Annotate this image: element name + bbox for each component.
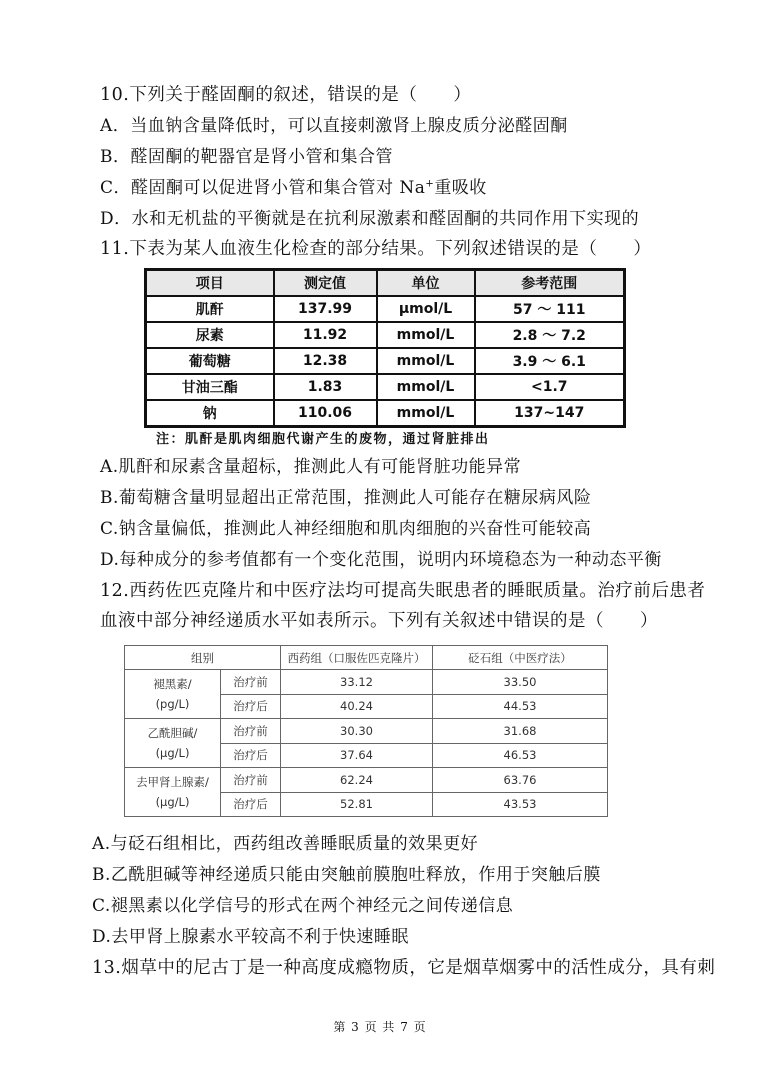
cell-range: 57 ～ 111 (475, 296, 625, 322)
cell-unit: mmol/L (377, 374, 475, 400)
cell-bianshi: 43.53 (433, 792, 608, 817)
table-row (125, 719, 608, 744)
cell-western: 62.24 (281, 768, 433, 793)
cell-bianshi: 46.53 (433, 743, 608, 768)
group-melatonin (125, 670, 221, 719)
na-superscript: + (425, 178, 435, 190)
cell-item: 甘油三酯 (146, 374, 274, 400)
cell-phase: 治疗后 (221, 792, 281, 817)
table-row (146, 322, 625, 348)
cell-item: 钠 (146, 400, 274, 427)
cell-western: 30.30 (281, 719, 433, 744)
header-group: 组别 (125, 646, 281, 670)
table-header-row (146, 270, 625, 297)
table-row (146, 296, 625, 322)
cell-western: 40.24 (281, 694, 433, 719)
table-row (146, 374, 625, 400)
cell-western: 52.81 (281, 792, 433, 817)
q12-option-a: A.与砭石组相比，西药组改善睡眠质量的效果更好 (92, 834, 479, 854)
q11-option-c: C.钠含量偏低，推测此人神经细胞和肌肉细胞的兴奋性可能较高 (100, 519, 592, 539)
cell-phase: 治疗后 (221, 694, 281, 719)
cell-bianshi: 33.50 (433, 670, 608, 695)
q10-option-b: B．醛固酮的靶器官是肾小管和集合管 (100, 147, 393, 167)
header-bianshi: 砭石组（中医疗法） (433, 646, 608, 670)
cell-phase: 治疗前 (221, 719, 281, 744)
blood-test-table (144, 268, 626, 428)
table-row (146, 400, 625, 427)
cell-unit: mmol/L (377, 322, 475, 348)
cell-phase: 治疗前 (221, 768, 281, 793)
header-item: 项目 (146, 270, 274, 297)
q10-option-c-pre: C．醛固酮可以促进肾小管和集合管对 Na (100, 178, 426, 198)
q10-stem: 10.下列关于醛固酮的叙述，错误的是（ ） (100, 85, 472, 105)
cell-phase: 治疗前 (221, 670, 281, 695)
table-header-row (125, 646, 608, 670)
header-value: 测定值 (274, 270, 377, 297)
cell-bianshi: 31.68 (433, 719, 608, 744)
q13-stem: 13.烟草中的尼古丁是一种高度成瘾物质，它是烟草烟雾中的活性成分，具有刺 (92, 958, 716, 978)
header-western: 西药组（口服佐匹克隆片） (281, 646, 433, 670)
group-name: 乙酰胆碱/ (147, 726, 198, 740)
cell-value: 110.06 (274, 400, 377, 427)
group-acetylcholine (125, 719, 221, 768)
cell-range: 3.9 ～ 6.1 (475, 348, 625, 374)
cell-value: 12.38 (274, 348, 377, 374)
q12-option-b: B.乙酰胆碱等神经递质只能由突触前膜胞吐释放，作用于突触后膜 (92, 865, 601, 885)
q11-stem: 11.下表为某人血液生化检查的部分结果。下列叙述错误的是（ ） (100, 239, 652, 259)
table-note: 注：肌酐是肌肉细胞代谢产生的废物，通过肾脏排出 (156, 432, 490, 447)
q12-stem-line2: 血液中部分神经递质水平如表所示。下列有关叙述中错误的是（ ） (100, 611, 658, 631)
cell-value: 137.99 (274, 296, 377, 322)
header-range: 参考范围 (475, 270, 625, 297)
table-row (125, 768, 608, 793)
cell-unit: mmol/L (377, 348, 475, 374)
cell-value: 1.83 (274, 374, 377, 400)
cell-western: 33.12 (281, 670, 433, 695)
cell-bianshi: 44.53 (433, 694, 608, 719)
cell-western: 37.64 (281, 743, 433, 768)
group-name: 去甲肾上腺素/ (136, 775, 209, 789)
cell-unit: μmol/L (377, 296, 475, 322)
cell-phase: 治疗后 (221, 743, 281, 768)
page-footer: 第 3 页 共 7 页 (333, 1020, 427, 1034)
q12-stem-line1: 12.西药佐匹克隆片和中医疗法均可提高失眠患者的睡眠质量。治疗前后患者 (100, 581, 706, 601)
cell-value: 11.92 (274, 322, 377, 348)
group-norepinephrine (125, 768, 221, 817)
group-unit: (μg/L) (155, 746, 190, 760)
cell-item: 肌酐 (146, 296, 274, 322)
cell-range: 2.8 ～ 7.2 (475, 322, 625, 348)
group-unit: (pg/L) (155, 697, 190, 711)
table-row (125, 670, 608, 695)
q11-option-d: D.每种成分的参考值都有一个变化范围，说明内环境稳态为一种动态平衡 (100, 550, 662, 570)
cell-item: 葡萄糖 (146, 348, 274, 374)
q12-option-d: D.去甲肾上腺素水平较高不利于快速睡眠 (92, 927, 409, 947)
q11-option-b: B.葡萄糖含量明显超出正常范围，推测此人可能存在糖尿病风险 (100, 488, 592, 508)
q10-option-c-post: 重吸收 (434, 178, 487, 198)
table-row (146, 348, 625, 374)
cell-range: 137~147 (475, 400, 625, 427)
cell-unit: mmol/L (377, 400, 475, 427)
group-unit: (μg/L) (155, 795, 190, 809)
neurotransmitter-table (124, 645, 608, 817)
cell-item: 尿素 (146, 322, 274, 348)
cell-range: <1.7 (475, 374, 625, 400)
q10-option-a: A．当血钠含量降低时，可以直接刺激肾上腺皮质分泌醛固酮 (100, 116, 568, 136)
q10-option-c (100, 177, 487, 199)
cell-bianshi: 63.76 (433, 768, 608, 793)
header-unit: 单位 (377, 270, 475, 297)
q12-option-c: C.褪黑素以化学信号的形式在两个神经元之间传递信息 (92, 896, 514, 916)
q10-option-d: D．水和无机盐的平衡就是在抗利尿激素和醛固酮的共同作用下实现的 (100, 209, 640, 229)
group-name: 褪黑素/ (153, 677, 192, 691)
q11-option-a: A.肌酐和尿素含量超标，推测此人有可能肾脏功能异常 (100, 457, 522, 477)
